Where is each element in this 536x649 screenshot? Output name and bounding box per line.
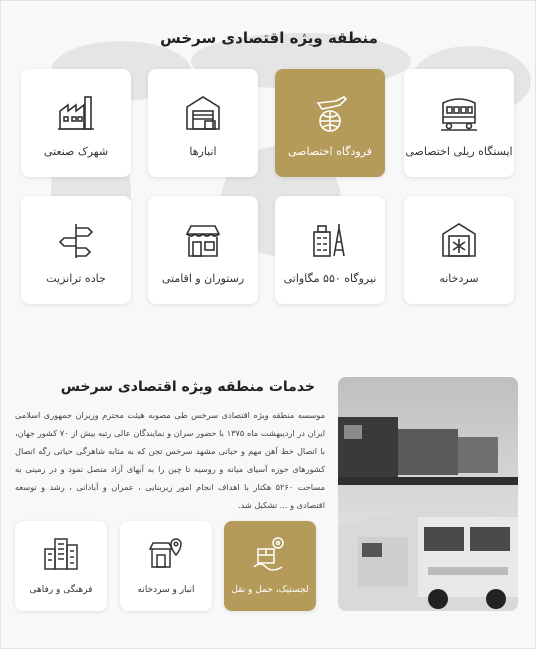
page-title: منطقه ویژه اقتصادی سرخس — [160, 29, 378, 47]
service-card-logistics[interactable] — [224, 521, 316, 611]
card-label: رستوران و اقامتی — [161, 272, 245, 285]
card-label: لجستیک، حمل و نقل — [231, 585, 309, 595]
card-restaurant[interactable] — [148, 196, 258, 304]
card-label: انبارها — [189, 145, 217, 158]
card-label: جاده ترانزیت — [46, 272, 106, 285]
card-warehouses[interactable] — [148, 69, 258, 177]
card-industrial-park[interactable] — [21, 69, 131, 177]
photo-illustration — [338, 377, 518, 611]
cold-storage-icon — [439, 220, 479, 260]
factory-icon — [56, 93, 96, 133]
train-icon — [439, 93, 479, 133]
warehouse-icon — [183, 93, 223, 133]
services-title: خدمات منطقه ویژه اقتصادی سرخس — [60, 379, 315, 395]
card-label: ایستگاه ریلی اختصاصی — [405, 145, 513, 158]
card-rail-station[interactable] — [404, 69, 514, 177]
card-transit-road[interactable] — [21, 196, 131, 304]
airplane-globe-icon — [310, 93, 350, 133]
service-card-storage[interactable] — [120, 521, 212, 611]
train-trucks-photo — [338, 377, 518, 611]
card-label: فرهنگی و رفاهی — [29, 585, 93, 595]
service-card-cultural[interactable] — [15, 521, 107, 611]
store-location-icon — [148, 535, 184, 571]
card-cold-storage[interactable] — [404, 196, 514, 304]
card-label: سردخانه — [439, 272, 479, 285]
logistics-icon — [252, 535, 288, 571]
restaurant-icon — [183, 220, 223, 260]
card-power-plant[interactable] — [275, 196, 385, 304]
road-signs-icon — [56, 220, 96, 260]
card-label: شهرک صنعتی — [43, 145, 109, 158]
card-label: نیروگاه ۵۵۰ مگاواتی — [283, 272, 377, 285]
power-plant-icon — [310, 220, 350, 260]
card-label: انبار و سردخانه — [137, 585, 195, 595]
services-paragraph: موسسه منطقه ویژه اقتصادی سرخس طی مصوبه هیئت محترم وزیران جمهوری اسلامی ایران در اردیبهشت ماه ۱۳۷۵ با حضور سران و نمایندگان عالی رتبه بیش از ۷۰ کشور جهان، با اتصال خط آهن مهم و حیاتی مشهد سرخس تجن که به مثابه شاهرگی حیاتی رگه اتصال کشورهای حوزه آسیای میانه و روسیه تا چین را به آبهای آزاد متصل نمود و در زمینی به مساحت ۵۲۶۰ هکتار با اهداف انجام امور زیربنایی ، عمران و آبادانی ، رشد و توسعه اقتصادی و ... تشکیل شد. — [15, 410, 326, 510]
card-private-airport[interactable] — [275, 69, 385, 177]
card-label: فرودگاه اختصاصی — [288, 145, 372, 158]
buildings-icon — [43, 535, 79, 571]
